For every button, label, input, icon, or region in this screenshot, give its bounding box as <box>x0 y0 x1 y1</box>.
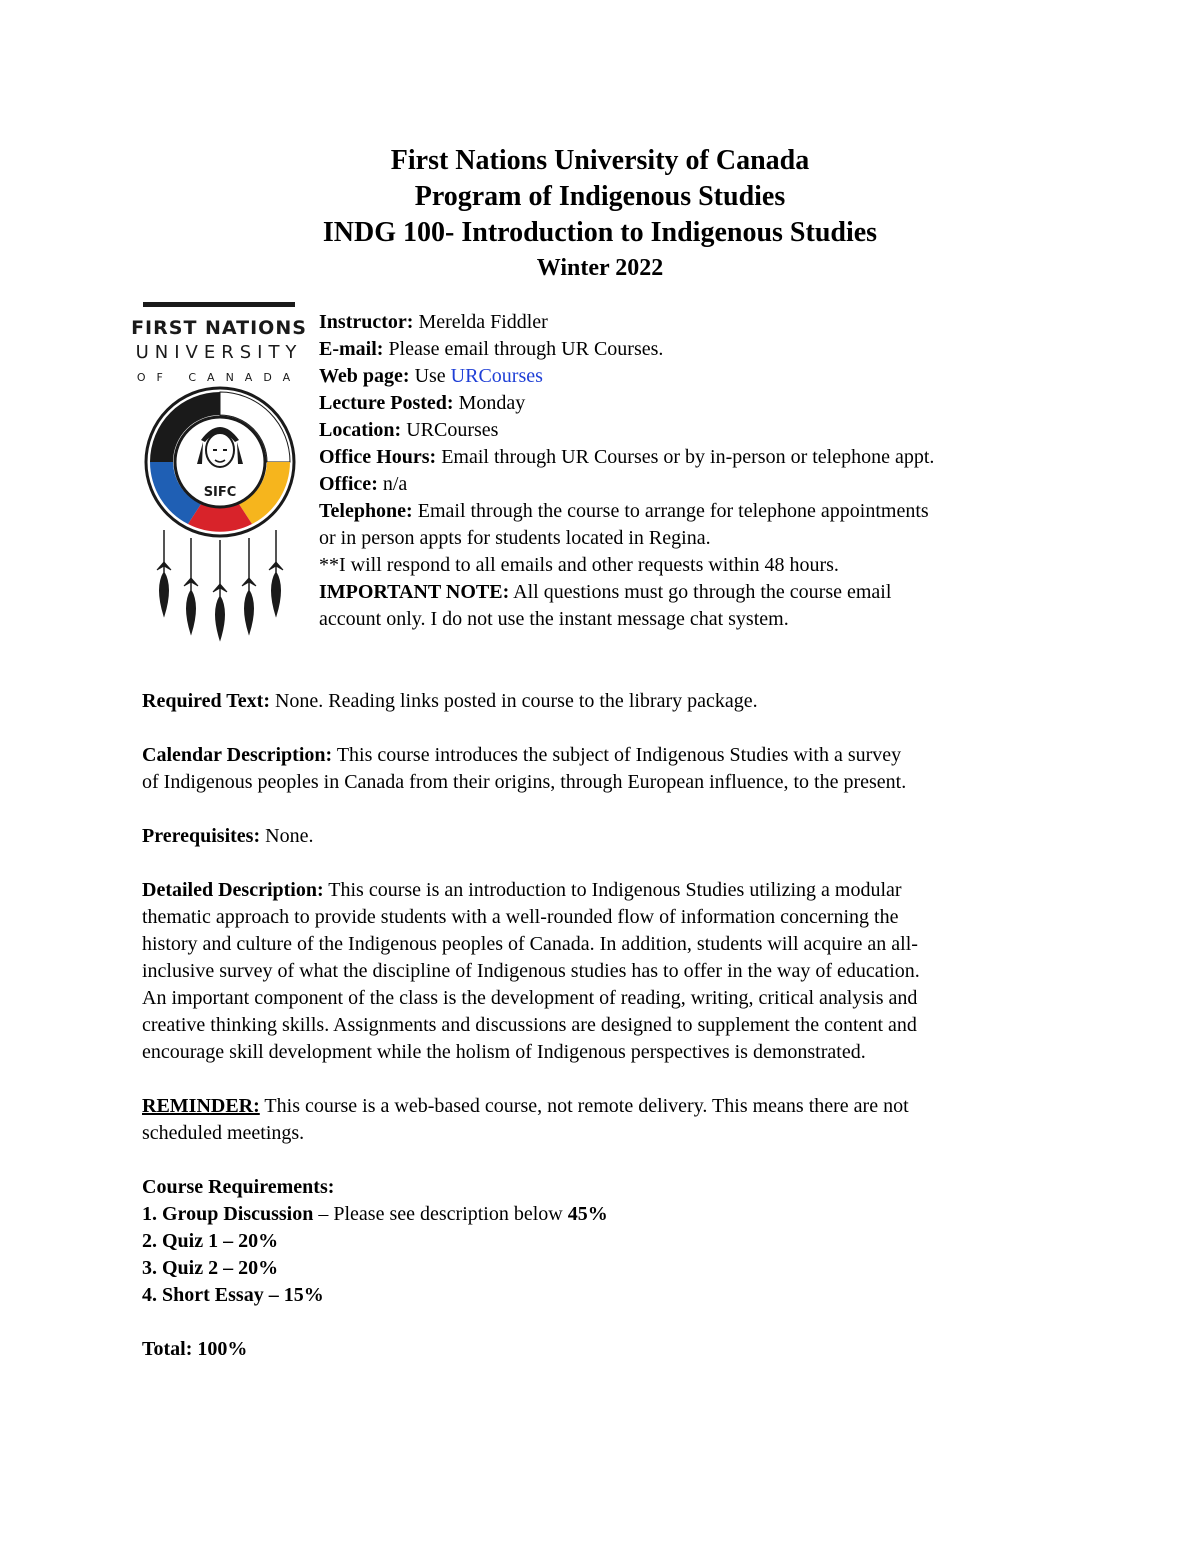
hanging-feathers-icon <box>157 530 283 640</box>
required-text-value: None. Reading links posted in course to the library package. <box>269 690 758 712</box>
logo-text-university: UNIVERSITY <box>135 342 303 363</box>
webpage-prefix: Use <box>409 365 451 387</box>
requirement-item-1 <box>142 1201 1062 1228</box>
lecture-label: Lecture Posted: <box>319 392 454 414</box>
office-line <box>319 471 1079 498</box>
detailed-line: This course is an introduction to Indigenous Studies utilizing a modular <box>323 879 902 901</box>
email-line <box>319 336 1079 363</box>
calendar-description-paragraph <box>142 742 1062 796</box>
req1-label: 1. Group Discussion <box>142 1203 314 1225</box>
document-header <box>0 143 1200 285</box>
detailed-line: An important component of the class is the development of reading, writing, critical analysis and <box>142 987 918 1009</box>
important-note-line <box>319 579 1079 606</box>
instructor-label: Instructor: <box>319 311 414 333</box>
total-value: Total: 100% <box>142 1338 248 1360</box>
webpage-line <box>319 363 1079 390</box>
logo-top-rule <box>143 302 295 307</box>
university-title: First Nations University of Canada <box>390 145 810 176</box>
calendar-value-1: This course introduces the subject of Indigenous Studies with a survey <box>332 744 902 766</box>
requirement-item-2: 2. Quiz 1 – 20% <box>142 1230 279 1252</box>
required-text-label: Required Text: <box>142 690 270 712</box>
respond-note: **I will respond to all emails and other requests within 48 hours. <box>319 554 839 576</box>
location-label: Location: <box>319 419 402 441</box>
requirements-heading: Course Requirements: <box>142 1176 335 1198</box>
office-hours-value: Email through UR Courses or by in-person or telephone appt. <box>436 446 935 468</box>
required-text-paragraph <box>142 688 1062 715</box>
prereq-label: Prerequisites: <box>142 825 261 847</box>
detailed-line: thematic approach to provide students with a well-rounded flow of information concerning the <box>142 906 899 928</box>
syllabus-body <box>142 688 1062 1390</box>
office-hours-line <box>319 444 1079 471</box>
detailed-label: Detailed Description: <box>142 879 324 901</box>
important-value: All questions must go through the course email <box>509 581 892 603</box>
telephone-line-2: or in person appts for students located in Regina. <box>319 527 711 549</box>
office-hours-label: Office Hours: <box>319 446 437 468</box>
webpage-label: Web page: <box>319 365 410 387</box>
detailed-line: encourage skill development while the holism of Indigenous perspectives is demonstrated. <box>142 1041 866 1063</box>
reminder-value-1: This course is a web-based course, not remote delivery. This means there are not <box>259 1095 909 1117</box>
req1-description: – Please see description below <box>313 1203 568 1225</box>
important-label: IMPORTANT NOTE: <box>319 581 510 603</box>
seal-text: SIFC <box>203 485 237 500</box>
location-value: URCourses <box>401 419 499 441</box>
course-title: INDG 100- Introduction to Indigenous Studies <box>322 217 878 248</box>
office-value: n/a <box>377 473 408 495</box>
reminder-paragraph <box>142 1093 1062 1147</box>
email-value: Please email through UR Courses. <box>383 338 664 360</box>
important-note-line-2: account only. I do not use the instant message chat system. <box>319 608 789 630</box>
calendar-label: Calendar Description: <box>142 744 333 766</box>
detailed-line: inclusive survey of what the discipline of Indigenous studies has to offer in the way of education. <box>142 960 920 982</box>
email-label: E-mail: <box>319 338 384 360</box>
prerequisites-paragraph <box>142 823 1062 850</box>
logo-text-first-nations: FIRST NATIONS <box>131 317 307 339</box>
reminder-label: REMINDER: <box>142 1095 260 1117</box>
instructor-value: Merelda Fiddler <box>413 311 548 333</box>
requirement-item-4: 4. Short Essay – 15% <box>142 1284 324 1306</box>
detailed-description-paragraph <box>142 877 1062 1066</box>
prereq-value: None. <box>260 825 314 847</box>
term-title: Winter 2022 <box>536 255 664 281</box>
telephone-line <box>319 498 1079 525</box>
logo-text-of-canada: OF CANADA <box>136 371 302 384</box>
calendar-value-2: of Indigenous peoples in Canada from their origins, through European influence, to the present. <box>142 771 907 793</box>
location-line <box>319 417 1079 444</box>
lecture-value: Monday <box>453 392 526 414</box>
reminder-value-2: scheduled meetings. <box>142 1122 305 1144</box>
medicine-wheel-seal <box>146 388 294 536</box>
fnuniv-logo <box>131 300 307 642</box>
urcourses-link[interactable]: URCourses <box>450 365 543 387</box>
detailed-line: creative thinking skills. Assignments and discussions are designed to supplement the content and <box>142 1014 917 1036</box>
lecture-line <box>319 390 1079 417</box>
telephone-value: Email through the course to arrange for telephone appointments <box>412 500 929 522</box>
telephone-label: Telephone: <box>319 500 413 522</box>
course-requirements-list <box>142 1174 1062 1309</box>
req1-percent: 45% <box>567 1203 608 1225</box>
requirement-item-3: 3. Quiz 2 – 20% <box>142 1257 279 1279</box>
program-title: Program of Indigenous Studies <box>414 181 786 212</box>
office-label: Office: <box>319 473 378 495</box>
instructor-line <box>319 309 1079 336</box>
total-line <box>142 1336 1062 1363</box>
course-info-block <box>319 309 1079 633</box>
detailed-line: history and culture of the Indigenous peoples of Canada. In addition, students will acquire an all- <box>142 933 918 955</box>
